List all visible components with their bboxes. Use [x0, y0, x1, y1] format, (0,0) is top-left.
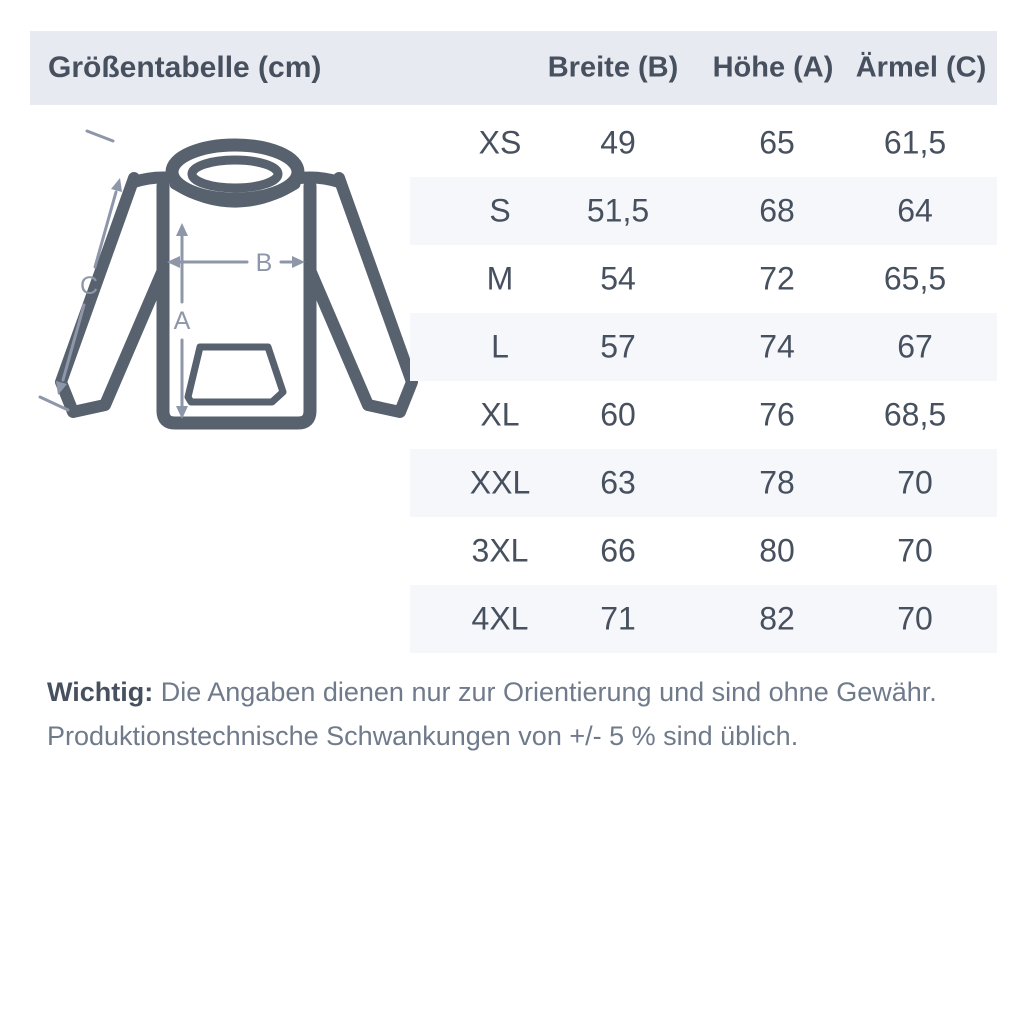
size-label: 4XL — [471, 600, 529, 637]
disclaimer-note — [47, 670, 987, 758]
table-row — [410, 245, 997, 313]
size-label: M — [486, 260, 514, 297]
dimension-label-b: B — [255, 249, 273, 277]
dimension-label-a: A — [173, 307, 191, 335]
table-header-bar — [30, 31, 997, 105]
hoehe-value: 74 — [759, 328, 795, 365]
arrowhead-c-up — [111, 178, 122, 192]
breite-value: 54 — [600, 260, 636, 297]
disclaimer-lead: Wichtig: — [47, 677, 154, 707]
breite-value: 63 — [600, 464, 636, 501]
hoehe-value: 72 — [759, 260, 795, 297]
hoodie-sleeve-right — [310, 178, 412, 412]
hoehe-value: 78 — [759, 464, 795, 501]
size-label: L — [491, 328, 509, 365]
hoodie-shoulder-right — [300, 178, 339, 183]
aermel-value: 61,5 — [883, 124, 947, 161]
column-header-breite: Breite (B) — [547, 51, 679, 84]
breite-value: 60 — [600, 396, 636, 433]
size-table — [410, 109, 997, 653]
hoehe-value: 65 — [759, 124, 795, 161]
table-row — [410, 585, 997, 653]
page-title: Größentabelle (cm) — [48, 51, 322, 84]
dimension-c-tick-top — [87, 131, 113, 141]
table-row — [410, 313, 997, 381]
table-row — [410, 449, 997, 517]
breite-value: 57 — [600, 328, 636, 365]
hoehe-value: 76 — [759, 396, 795, 433]
hoehe-value: 82 — [759, 600, 795, 637]
column-header-hoehe: Höhe (A) — [712, 51, 834, 84]
size-label: XL — [480, 396, 520, 433]
aermel-value: 64 — [897, 192, 933, 229]
breite-value: 71 — [600, 600, 636, 637]
hoodie-pocket — [188, 347, 283, 402]
aermel-value: 70 — [897, 532, 933, 569]
aermel-value: 68,5 — [883, 396, 947, 433]
hoodie-hood-inner — [192, 160, 278, 188]
table-row — [410, 381, 997, 449]
hoodie-icon — [25, 120, 420, 465]
aermel-value: 67 — [897, 328, 933, 365]
table-row — [410, 177, 997, 245]
disclaimer-line1: Die Angaben dienen nur zur Orientierung und sind ohne Gewähr. — [153, 677, 937, 707]
breite-value: 66 — [600, 532, 636, 569]
hoodie-sleeve-left — [61, 178, 163, 412]
table-row — [410, 517, 997, 585]
hoehe-value: 80 — [759, 532, 795, 569]
aermel-value: 70 — [897, 600, 933, 637]
size-label: 3XL — [471, 532, 529, 569]
aermel-value: 65,5 — [883, 260, 947, 297]
column-header-aermel: Ärmel (C) — [855, 51, 987, 84]
table-row — [410, 109, 997, 177]
hoehe-value: 68 — [759, 192, 795, 229]
aermel-value: 70 — [897, 464, 933, 501]
size-label: S — [489, 192, 511, 229]
breite-value: 49 — [600, 124, 636, 161]
size-label: XXL — [469, 464, 531, 501]
dimension-label-c: C — [79, 272, 99, 300]
hoodie-measurement-diagram — [25, 120, 420, 465]
breite-value: 51,5 — [586, 192, 650, 229]
disclaimer-line2: Produktionstechnische Schwankungen von +/- 5 % sind üblich. — [47, 721, 799, 751]
size-label: XS — [478, 124, 522, 161]
